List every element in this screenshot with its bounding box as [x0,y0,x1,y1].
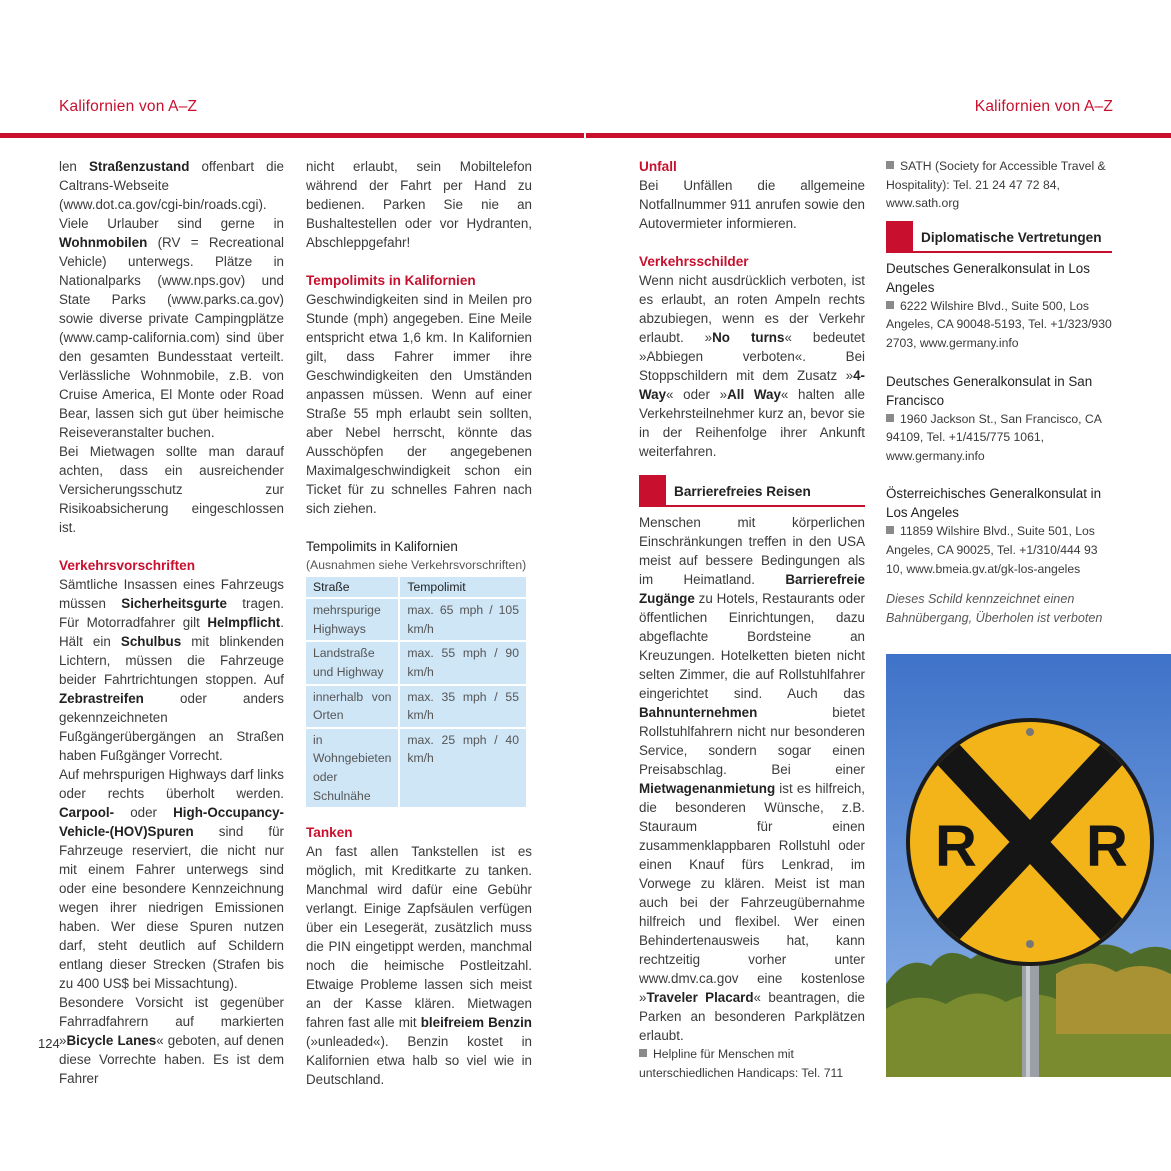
bullet-square-icon [886,414,894,422]
paragraph-fahrradfahrer: Besondere Vorsicht ist gegenüber Fahrradfahrern auf markierten »Bicycle Lanes« geboten, auf denen diese Vorrechte haben. Es ist dem Fahrer [59,995,284,1086]
bullet-square-icon [639,1049,647,1057]
paragraph-wohnmobile: Viele Urlauber sind gerne in Wohnmobilen (RV = Recreational Vehicle) unterwegs. Plätze in Nationalparks (www.nps.gov) und State Parks (www.parks.ca.gov) sowie diverse private Campingplätze (www.camp-california.com) sind über den gesamten Bundesstaat verteilt. Verlässliche Wohnmobile, z.B. von Cruise America, El Monte oder Road Bear, lassen sich gut über heimische Reiseveranstalter buchen. [59,216,284,440]
table-header-row [306,577,526,598]
speed-limit-table [304,575,528,810]
red-square-icon [886,221,913,251]
column-4 [886,157,1112,628]
section-title-barrierefrei: Barrierefreies Reisen [674,484,811,499]
table-cell-road: Landstraße und Highway [306,642,398,683]
consulate-la-title: Deutsches Generalkonsulat in Los Angeles [886,260,1090,295]
consulate-sf-title: Deutsches Generalkonsulat in San Francisco [886,373,1093,408]
sath-entry: SATH (Society for Accessible Travel & Hospitality): Tel. 21 24 47 72 84, www.sath.org [886,159,1106,211]
column-1 [59,157,284,1088]
table-row [306,642,526,683]
sign-letter-right: R [1086,814,1128,879]
bullet-square-icon [886,161,894,169]
helpline-entry: Helpline für Menschen mit unterschiedlichen Handicaps: Tel. 711 [639,1047,844,1080]
paragraph-mietwagen: Bei Mietwagen sollte man darauf achten, dass ein ausreichender Versicherungsschutz zur Risikoabsicherung eingeschlossen ist. [59,444,284,535]
sign-letter-left: R [935,814,977,879]
table-row [306,599,526,640]
header-rule-left [0,133,584,138]
table-cell-limit: max. 25 mph / 40 km/h [400,729,526,807]
column-3 [639,157,865,1082]
table-cell-road: mehrspurige Highways [306,599,398,640]
running-head-right: Kalifornien von A–Z [974,98,1113,115]
consulate-sf-address: 1960 Jackson St., San Francisco, CA 94109, Tel. +1/415/775 1061, www.germany.info [886,411,1102,463]
paragraph-mobiltelefon: nicht erlaubt, sein Mobiltelefon während der Fahrt per Hand zu bedienen. Parken Sie nie an Bushaltestellen oder vor Hydranten, Abschleppgefahr! [306,159,532,250]
section-title-diplomatische: Diplomatische Vertretungen [921,229,1102,245]
photo-caption: Dieses Schild kennzeichnet einen Bahnübergang, Überholen ist verboten [886,592,1103,626]
railroad-sign-illustration [886,654,1171,1077]
heading-verkehrsvorschriften: Verkehrsvorschriften [59,558,196,573]
table-cell-limit: max. 65 mph / 105 km/h [400,599,526,640]
paragraph-verkehrsschilder: Wenn nicht ausdrücklich verboten, ist es erlaubt, an roten Ampeln rechts abzubiegen, wenn es der Verkehr erlaubt. »No turns« bedeutet »Abbiegen verboten«. Bei Stoppschildern mit dem Zusatz »4-Way« oder »All Way« halten alle Verkehrsteilnehmer kurz an, bevor sie in der Reihenfolge ihrer Ankunft weiterfahren. [639,273,866,459]
heading-verkehrsschilder: Verkehrsschilder [639,254,749,269]
red-square-icon [639,475,666,505]
paragraph-geschwindigkeiten: Geschwindigkeiten sind in Meilen pro Stunde (mph) angegeben. Eine Meile entspricht etwa 1,6 km. In Kalifornien gilt, dass Fahrer immer ihre Geschwindigkeiten den Umständen anpassen müssen. Wenn auf einer Straße 55 mph erlaubt sein sollten, aber Nebel herrscht, könnte das Ausschöpfen der angegebenen Maximalgeschwindigkeit schon ein Ticket für zu schnelles Fahren nach sich ziehen. [306,292,532,516]
section-box-diplomatische [886,221,1112,253]
paragraph-tanken: An fast allen Tankstellen ist es möglich, mit Kreditkarte zu tanken. Manchmal wird dafür eine Gebühr verlangt. Einige Zapfsäulen verfügen über ein Lesegerät, zusätzlich muss die PIN eingetippt werden, manchmal noch die heimische Postleitzahl. Etwaige Probleme lassen sich meist an der Kasse klären. Mietwagen fahren fast alle mit bleifreiem Benzin (»unleaded«). Benzin kostet in Kalifornien etwa halb so viel wie in Deutschland. [306,844,532,1088]
paragraph-barrierefrei: Menschen mit körperlichen Einschränkungen treffen in den USA meist auf bessere Bedingungen als im Heimatland. Barrierefreie Zugänge zu Hotels, Restaurants oder öffentlichen Einrichtungen, dazu abgeflachte Bordsteine an Kreuzungen. Hotelketten bieten nicht selten Zimmer, die auf Rollstuhlfahrer eingerichtet sind. Auch das Bahnunternehmen bietet Rollstuhlfahrern nicht nur besonderen Service, sondern sogar einen Preisabschlag. Bei einer Mietwagenanmietung ist es hilfreich, die besonderen Wünsche, z.B. Stauraum für einen zusammenklappbaren Rollstuhl oder einen Knauf fürs Lenkrad, im Vorwege zu klären. Meist ist man auch bei der Fahrzeugübernahme hilfreich und flexibel. Wer einen Behindertenausweis hat, kann rechtzeitig vorher unter www.dmv.ca.gov eine kostenlose »Traveler Placard« beantragen, die Parken an besonderen Parkplätzen erlaubt. [639,515,865,1043]
heading-tempolimits: Tempolimits in Kalifornien [306,273,476,288]
section-box-barrierefrei [639,475,865,507]
header-rule-right [586,133,1171,138]
heading-unfall: Unfall [639,159,677,174]
consulate-at-title: Österreichisches Generalkonsulat in Los Angeles [886,486,1102,521]
table-cell-road: innerhalb von Orten [306,686,398,727]
running-head-left: Kalifornien von A–Z [59,98,198,115]
consulate-la-address: 6222 Wilshire Blvd., Suite 500, Los Angeles, CA 90048-5193, Tel. +1/323/930 2703, www.germany.info [886,298,1112,350]
table-cell-limit: max. 35 mph / 55 km/h [400,686,526,727]
railroad-sign-photo [886,654,1171,1077]
sign-post [1022,954,1039,1077]
table-header-limit: Tempolimit [400,577,526,598]
bullet-square-icon [886,301,894,309]
table-subtitle: (Ausnahmen siehe Verkehrsvorschriften) [306,558,527,572]
paragraph-insassen: Sämtliche Insassen eines Fahrzeugs müssen Sicherheitsgurte tragen. Für Motorradfahrer gilt Helmpflicht. Hält ein Schulbus mit blinkenden Lichtern, müssen die Fahrzeuge beider Fahrtrichtungen stoppen. Auf Zebrastreifen oder anders gekennzeichneten Fußgängerübergängen an Straßen haben Fußgänger Vorrecht. [59,577,284,763]
table-header-road: Straße [306,577,398,598]
paragraph-unfall: Bei Unfällen die allgemeine Notfallnummer 911 anrufen sowie den Autovermieter informieren. [639,178,865,231]
table-cell-road: in Wohngebieten oder Schulnähe [306,729,398,807]
table-row [306,686,526,727]
heading-tanken: Tanken [306,825,353,841]
table-cell-limit: max. 55 mph / 90 km/h [400,642,526,683]
column-2 [306,157,532,1089]
consulate-at-address: 11859 Wilshire Blvd., Suite 501, Los Angeles, CA 90025, Tel. +1/310/444 93 10, www.bmeia.gv.at/gk-los-angeles [886,524,1098,576]
paragraph-highways: Auf mehrspurigen Highways darf links oder rechts überholt werden. Carpool- oder High-Occupancy-Vehicle-(HOV)Spuren sind für Fahrzeuge reserviert, die nicht nur mit einem Fahrer unterwegs sind oder eine besondere Kennzeichnung wegen ihrer niedrigen Emissionen haben. Wer diese Spuren nutzen darf, steht deutlich auf Schildern entlang dieser Strecken (Strafen bis zu 400 US$ bei Missachtung). [59,767,284,991]
table-row [306,729,526,807]
page-number: 124 [38,1036,60,1051]
paragraph-strassenzustand: len Straßenzustand offenbart die Caltrans-Webseite (www.dot.ca.gov/cgi-bin/roads.cgi). [59,159,284,212]
bullet-square-icon [886,526,894,534]
table-title: Tempolimits in Kalifornien [306,539,458,554]
